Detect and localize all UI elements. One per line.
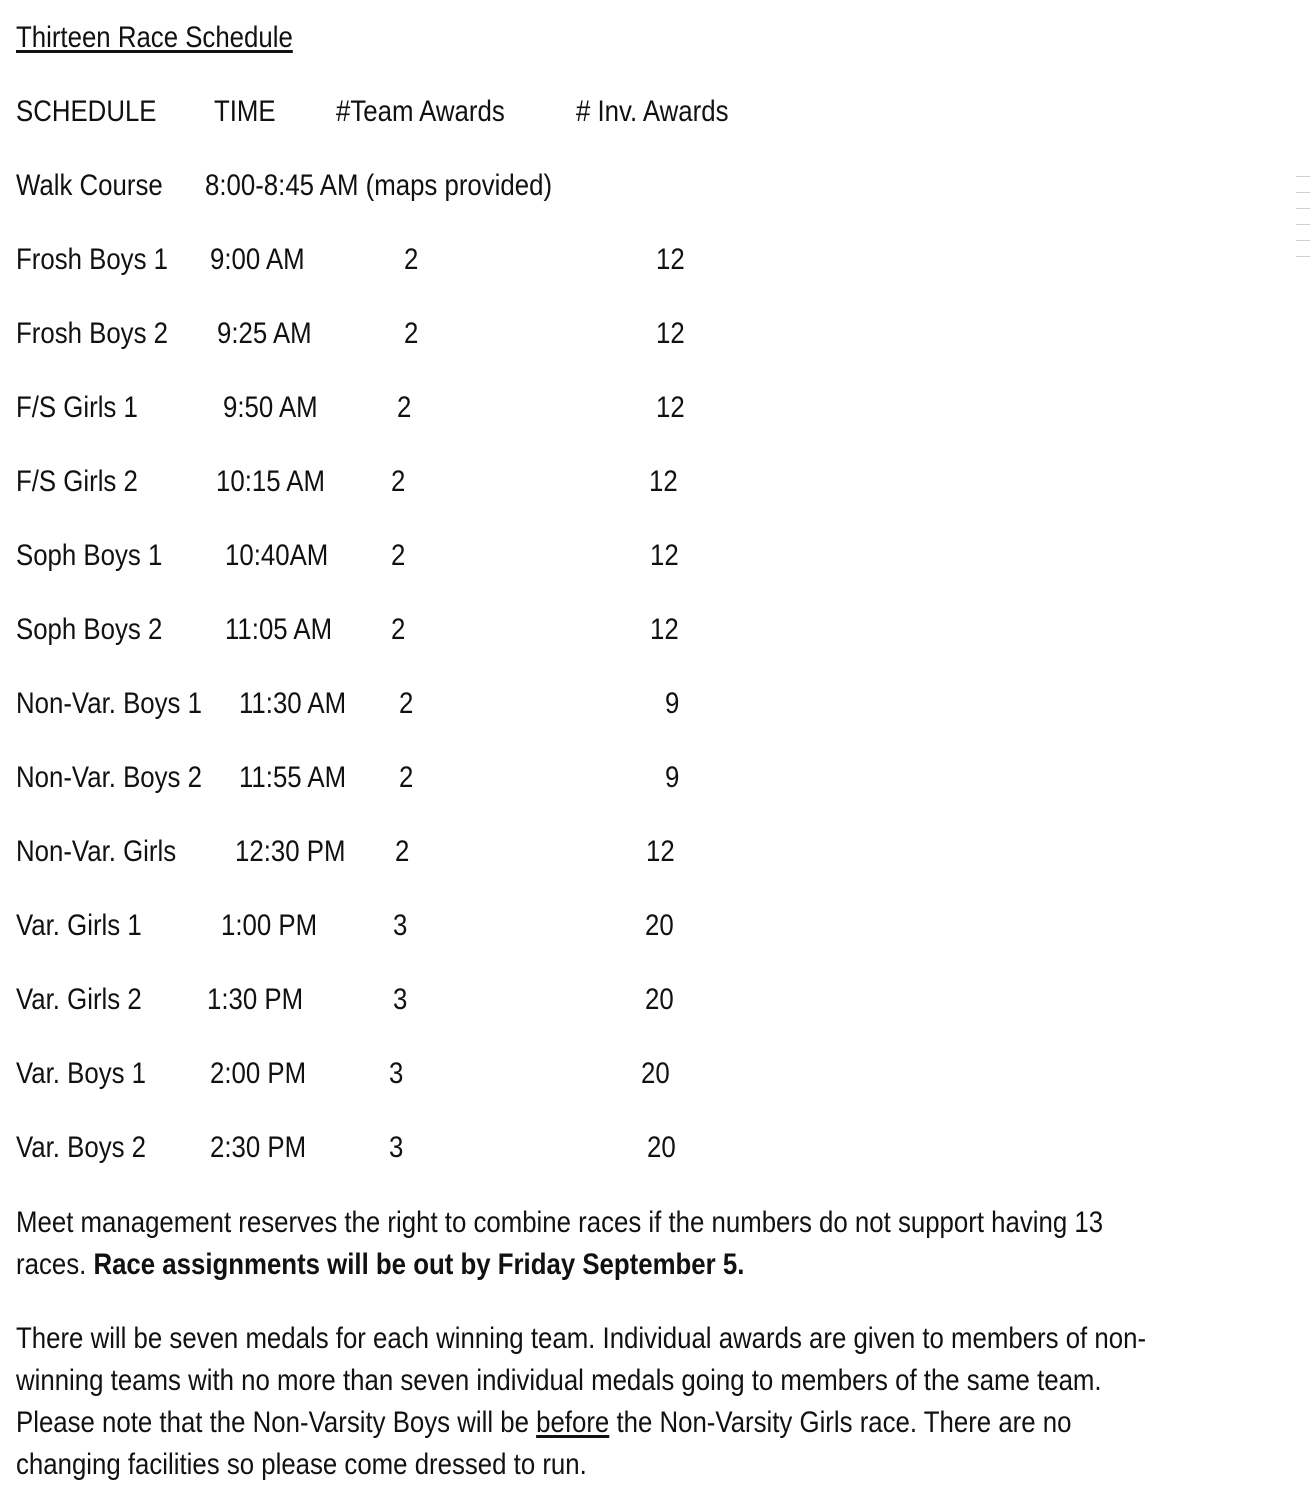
race-team-awards: 2 [391, 465, 406, 498]
race-inv-awards: 12 [650, 539, 679, 572]
medals-text-part1: There will be seven medals for each winning team. Individual awards are given to members of non-winning teams with no more than seven individual medals going to members of the same team. Please note that the Non-Varsity Boys will be [16, 1322, 1147, 1439]
race-row [0, 908, 1312, 944]
race-team-awards: 3 [393, 983, 408, 1016]
race-row [0, 760, 1312, 796]
race-inv-awards: 9 [665, 687, 680, 720]
scrollbar-ticks[interactable] [1296, 176, 1312, 272]
race-time: 1:00 PM [221, 909, 318, 942]
header-inv-awards: # Inv. Awards [576, 95, 729, 128]
race-row [0, 612, 1312, 648]
race-row [0, 464, 1312, 500]
page-title: Thirteen Race Schedule [16, 21, 293, 54]
race-team-awards: 2 [404, 317, 419, 350]
race-name: Non-Var. Girls [16, 835, 177, 868]
medals-text-underlined: before [536, 1406, 610, 1439]
race-time: 10:40AM [225, 539, 329, 572]
race-time: 9:25 AM [217, 317, 312, 350]
race-inv-awards: 12 [650, 613, 679, 646]
race-inv-awards: 12 [656, 391, 685, 424]
race-name: F/S Girls 1 [16, 391, 138, 424]
race-row [0, 982, 1312, 1018]
race-team-awards: 2 [395, 835, 410, 868]
header-schedule: SCHEDULE [16, 95, 157, 128]
meet-management-note [16, 1202, 1168, 1286]
race-row [0, 390, 1312, 426]
race-row [0, 1130, 1312, 1166]
race-time: 11:30 AM [239, 687, 347, 720]
walk-course-label: Walk Course [16, 169, 163, 202]
race-time: 2:30 PM [210, 1131, 307, 1164]
race-team-awards: 2 [399, 761, 414, 794]
race-time: 11:55 AM [239, 761, 347, 794]
race-row [0, 242, 1312, 278]
race-name: Var. Boys 1 [16, 1057, 147, 1090]
race-name: Non-Var. Boys 2 [16, 761, 202, 794]
race-time: 11:05 AM [225, 613, 333, 646]
race-name: Var. Girls 2 [16, 983, 142, 1016]
race-row [0, 686, 1312, 722]
race-team-awards: 3 [389, 1057, 404, 1090]
race-row [0, 1056, 1312, 1092]
race-row [0, 316, 1312, 352]
race-inv-awards: 12 [656, 317, 685, 350]
race-name: Soph Boys 2 [16, 613, 163, 646]
race-team-awards: 2 [391, 539, 406, 572]
race-assignments-notice: Race assignments will be out by Friday September 5. [93, 1248, 745, 1281]
race-name: Frosh Boys 2 [16, 317, 168, 350]
race-name: Soph Boys 1 [16, 539, 163, 572]
race-time: 1:30 PM [207, 983, 304, 1016]
medals-text-part2: the Non-Varsity Girls race. There are no changing facilities so please come dressed to run. [16, 1406, 1072, 1481]
header-team-awards: #Team Awards [336, 95, 505, 128]
race-team-awards: 2 [404, 243, 419, 276]
race-time: 9:00 AM [210, 243, 305, 276]
race-team-awards: 3 [389, 1131, 404, 1164]
medals-note [16, 1318, 1168, 1486]
race-team-awards: 2 [399, 687, 414, 720]
race-name: F/S Girls 2 [16, 465, 138, 498]
race-time: 10:15 AM [216, 465, 326, 498]
walk-course-time: 8:00-8:45 AM (maps provided) [205, 169, 553, 202]
race-time: 2:00 PM [210, 1057, 307, 1090]
meet-management-text: Meet management reserves the right to combine races if the numbers do not support having 13 races. [16, 1206, 1104, 1281]
race-name: Frosh Boys 1 [16, 243, 168, 276]
race-row [0, 538, 1312, 574]
race-inv-awards: 20 [641, 1057, 670, 1090]
race-time: 9:50 AM [223, 391, 318, 424]
race-inv-awards: 20 [647, 1131, 676, 1164]
schedule-header-row [0, 94, 1312, 130]
race-name: Var. Boys 2 [16, 1131, 147, 1164]
race-name: Var. Girls 1 [16, 909, 142, 942]
race-inv-awards: 12 [656, 243, 685, 276]
race-inv-awards: 12 [649, 465, 678, 498]
race-inv-awards: 20 [645, 983, 674, 1016]
race-inv-awards: 9 [665, 761, 680, 794]
race-inv-awards: 12 [646, 835, 675, 868]
race-row [0, 834, 1312, 870]
race-inv-awards: 20 [645, 909, 674, 942]
header-time: TIME [214, 95, 276, 128]
race-name: Non-Var. Boys 1 [16, 687, 202, 720]
race-time: 12:30 PM [235, 835, 346, 868]
walk-course-row [0, 168, 1312, 204]
race-team-awards: 3 [393, 909, 408, 942]
race-team-awards: 2 [397, 391, 412, 424]
race-team-awards: 2 [391, 613, 406, 646]
